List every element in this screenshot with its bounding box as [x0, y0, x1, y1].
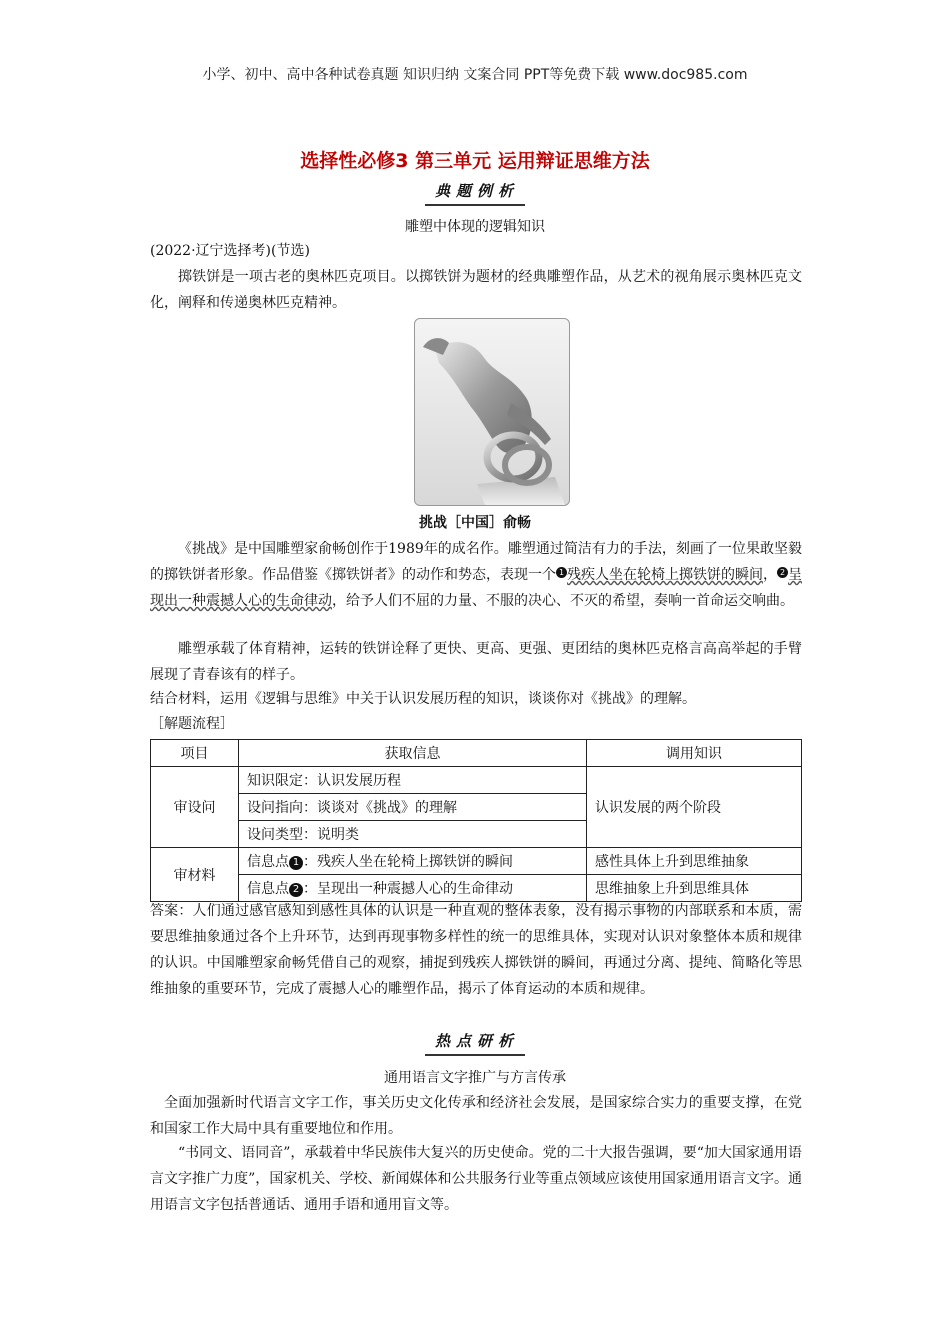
- table-cell: 设问指向：谈谈对《挑战》的理解: [239, 794, 587, 821]
- question-text: 结合材料，运用《逻辑与思维》中关于认识发展历程的知识，谈谈你对《挑战》的理解。: [150, 691, 696, 707]
- sculpture-photo: [414, 318, 570, 506]
- table-header-row: [151, 740, 802, 767]
- example-subtitle: 雕塑中体现的逻辑知识: [405, 219, 545, 235]
- material-underline-1: 残疾人坐在轮椅上掷铁饼的瞬间: [567, 567, 763, 583]
- marker-1-icon: 1: [556, 567, 567, 578]
- hotspot-paragraph-2: “书同文、语同音”，承载着中华民族伟大复兴的历史使命。党的二十大报告强调，要“加大国家通用语言文字推广力度”，国家机关、学校、新闻媒体和公共服务行业等重点领域应该使用国家通用语言文字。通用语言文字包括普通话、通用手语和通用盲文等。: [150, 1145, 802, 1213]
- table-knowledge-cell: 思维抽象上升到思维具体: [587, 875, 802, 902]
- section-banner-examples: [0, 180, 950, 206]
- info-point-text: ：残疾人坐在轮椅上掷铁饼的瞬间: [303, 854, 513, 870]
- section-banner-label: 热点研析: [425, 1030, 525, 1056]
- photo-caption: 挑战［中国］俞畅: [419, 515, 531, 531]
- table-cell: 设问类型：说明类: [239, 821, 587, 848]
- table-row: [151, 767, 802, 794]
- table-header: 项目: [151, 740, 239, 767]
- hotspot-paragraph-1: 全面加强新时代语言文字工作，事关历史文化传承和经济社会发展，是国家综合实力的重要支撑，在党和国家工作大局中具有重要地位和作用。: [150, 1095, 802, 1137]
- answer-text: 答案：人们通过感官感知到感性具体的认识是一种直观的整体表象，没有揭示事物的内部联系和本质，需要思维抽象通过各个上升环节，达到再现事物多样性的统一的思维具体，实现对认识对象整体本质和规律的认识。中国雕塑家俞畅凭借自己的观察，捕捉到残疾人掷铁饼的瞬间，再通过分离、提纯、简略化等思维抽象的重要环节，完成了震撼人心的雕塑作品，揭示了体育运动的本质和规律。: [150, 903, 802, 997]
- table-header: 获取信息: [239, 740, 587, 767]
- material-paragraph-2: 雕塑承载了体育精神，运转的铁饼诠释了更快、更高、更强、更团结的奥林匹克格言高高举起的手臂展现了青春该有的样子。: [150, 641, 802, 683]
- section-banner-hotspot: [0, 1030, 950, 1056]
- page-header: 小学、初中、高中各种试卷真题 知识归纳 文案合同 PPT等免费下载 www.doc985.com: [202, 67, 748, 83]
- material-paragraph-1: [150, 536, 802, 614]
- flow-label: ［解题流程］: [150, 716, 234, 732]
- marker-2-icon: 2: [777, 567, 788, 578]
- table-header: 调用知识: [587, 740, 802, 767]
- table-row: [151, 848, 802, 875]
- material-text-b: ，给予人们不屈的力量、不服的决心、不灭的希望，奏响一首命运交响曲。: [332, 593, 794, 609]
- material-text-a: 《挑战》是中国雕塑家俞畅创作于1989年的成名作。雕塑通过简洁有力的手法，刻画了一位果敢坚毅的掷铁饼者形象。作品借鉴《掷铁饼者》的动作和势态，表现一个: [150, 541, 802, 583]
- table-knowledge-cell: 认识发展的两个阶段: [587, 767, 802, 848]
- marker-1-icon: 1: [289, 856, 303, 870]
- section-banner-label: 典题例析: [425, 180, 525, 206]
- material-underline-2: 呈现出一种震撼人心的生命律动: [150, 567, 802, 609]
- page-title: 选择性必修3 第三单元 运用辩证思维方法: [300, 150, 650, 172]
- info-point-prefix: 信息点: [247, 854, 289, 870]
- solution-flow-table: [150, 739, 802, 902]
- table-knowledge-cell: 感性具体上升到思维抽象: [587, 848, 802, 875]
- table-cell: 知识限定：认识发展历程: [239, 767, 587, 794]
- example-source: (2022·辽宁选择考)(节选): [150, 243, 310, 259]
- marker-2-icon: 2: [289, 883, 303, 897]
- example-intro: 掷铁饼是一项古老的奥林匹克项目。以掷铁饼为题材的经典雕塑作品，从艺术的视角展示奥林匹克文化，阐释和传递奥林匹克精神。: [150, 269, 802, 311]
- info-point-prefix: 信息点: [247, 881, 289, 897]
- hotspot-subtitle: 通用语言文字推广与方言传承: [384, 1070, 566, 1086]
- material-separator: ，: [763, 567, 777, 583]
- info-point-text: ：呈现出一种震撼人心的生命律动: [303, 881, 513, 897]
- table-cell: [239, 848, 587, 875]
- sculpture-illustration: [415, 319, 569, 505]
- table-group-label: 审设问: [151, 767, 239, 848]
- table-group-label: 审材料: [151, 848, 239, 902]
